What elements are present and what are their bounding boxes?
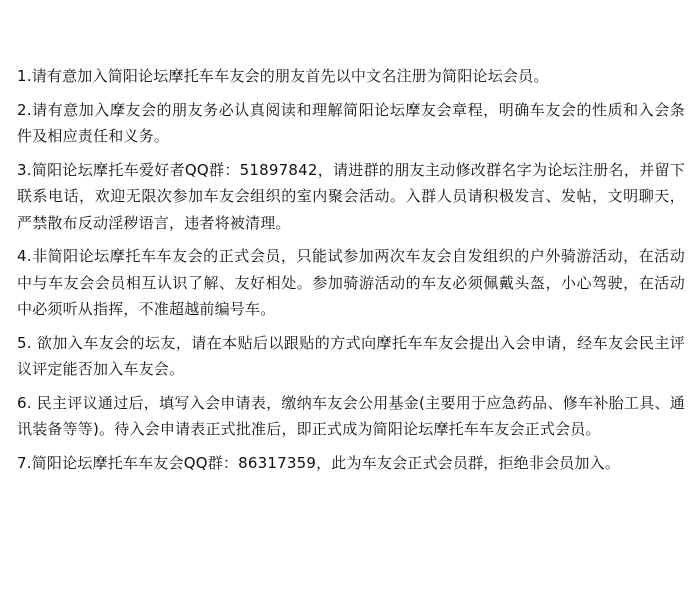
rule-item-3: 3.简阳论坛摩托车爱好者QQ群：51897842，请进群的朋友主动修改群名字为论坛注册名，并留下联系电话，欢迎无限次参加车友会组织的室内聚会活动。入群人员请积极发言、发帖，文明聊天，严禁散布反动淫秽语言，违者将被清理。 [17,160,685,232]
rule-item-1: 1.请有意加入简阳论坛摩托车车友会的朋友首先以中文名注册为简阳论坛会员。 [17,67,549,85]
rule-item-2: 2.请有意加入摩友会的朋友务必认真阅读和理解简阳论坛摩友会章程，明确车友会的性质和入会条件及相应责任和义务。 [17,100,685,145]
rules-document [17,63,685,483]
rule-item-7: 7.简阳论坛摩托车车友会QQ群：86317359，此为车友会正式会员群，拒绝非会员加入。 [17,453,621,472]
rule-item-6: 6. 民主评议通过后，填写入会申请表，缴纳车友会公用基金(主要用于应急药品、修车补胎工具、通讯装备等等)。待入会申请表正式批准后，即正式成为简阳论坛摩托车车友会正式会员。 [17,393,685,438]
rule-item-4: 4.非简阳论坛摩托车车友会的正式会员，只能试参加两次车友会自发组织的户外骑游活动，在活动中与车友会会员相互认识了解、友好相处。参加骑游活动的车友必须佩戴头盔，小心驾驶，在活动中必须听从指挥，不准超越前编号车。 [17,247,685,318]
rule-item-5: 5. 欲加入车友会的坛友，请在本贴后以跟贴的方式向摩托车车友会提出入会申请，经车友会民主评议评定能否加入车友会。 [17,333,685,378]
